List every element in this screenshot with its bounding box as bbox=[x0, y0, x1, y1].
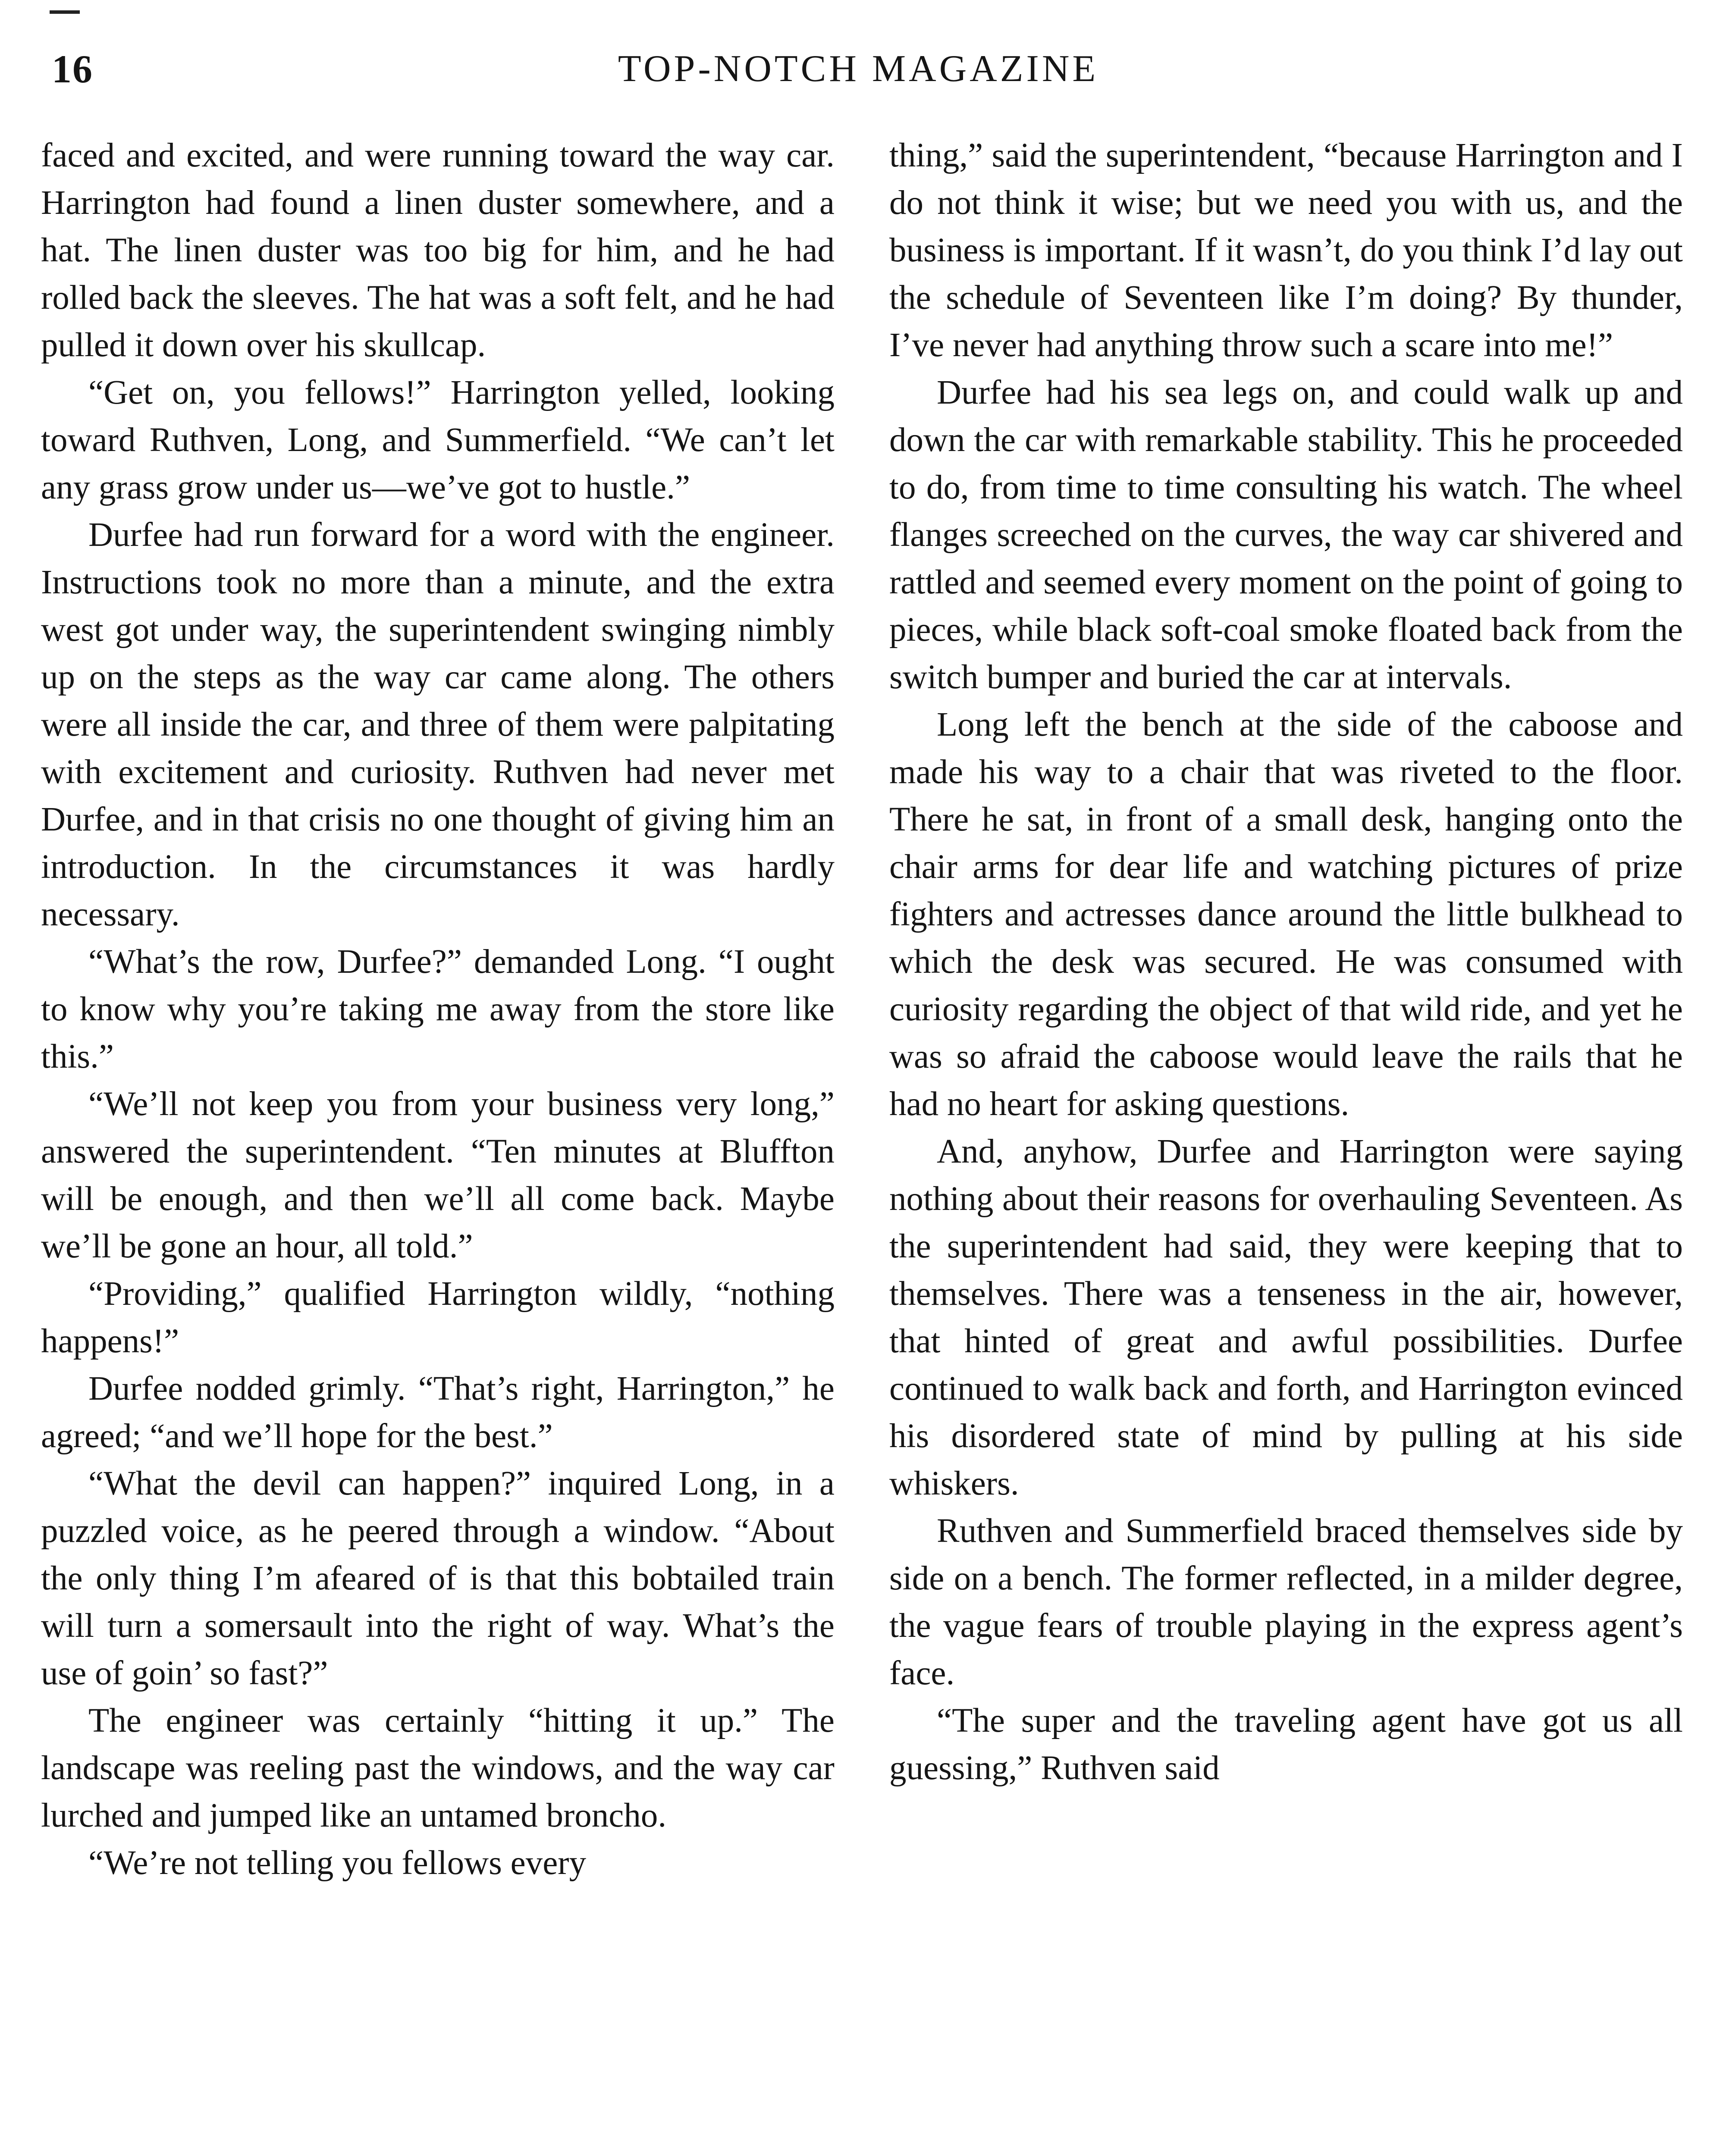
paragraph: faced and excited, and were running toward the way car. Harrington had found a linen duster somewhere, and a hat. The linen duster was too big for him, and he had rolled back the sleeves. The hat was a soft felt, and he had pulled it down over his skullcap. bbox=[41, 137, 835, 364]
paragraph: “The super and the traveling agent have got us all guessing,” Ruthven said bbox=[889, 1702, 1683, 1787]
paragraph: The engineer was certainly “hitting it up.” The landscape was reeling past the windows, and the way car lurched and jumped like an untamed broncho. bbox=[41, 1702, 835, 1834]
left-column bbox=[41, 132, 835, 1887]
right-column bbox=[889, 132, 1683, 1792]
paragraph: Durfee nodded grimly. “That’s right, Harrington,” he agreed; “and we’ll hope for the best.” bbox=[41, 1370, 835, 1455]
paragraph: “Get on, you fellows!” Harrington yelled, looking toward Ruthven, Long, and Summerfield. “We can’t let any grass grow under us—we’ve got to hustle.” bbox=[41, 374, 835, 506]
paragraph: And, anyhow, Durfee and Harrington were saying nothing about their reasons for overhauling Seventeen. As the superintendent had said, they were keeping that to themselves. There was a tenseness in the air, however, that hinted of great and awful possibilities. Durfee continued to walk back and forth, and Harrington evinced his disordered state of mind by pulling at his side whiskers. bbox=[889, 1133, 1683, 1502]
paragraph: thing,” said the superintendent, “because Harrington and I do not think it wise; but we need you with us, and the business is important. If it wasn’t, do you think I’d lay out the schedule of Seventeen like I’m doing? By thunder, I’ve never had anything throw such a scare into me!” bbox=[889, 137, 1683, 364]
paragraph: “What the devil can happen?” inquired Long, in a puzzled voice, as he peered through a window. “About the only thing I’m afeared of is that this bobtailed train will turn a somersault into the right of way. What’s the use of goin’ so fast?” bbox=[41, 1465, 835, 1692]
paragraph: Durfee had his sea legs on, and could walk up and down the car with remarkable stability. This he proceeded to do, from time to time consulting his watch. The wheel flanges screeched on the curves, the way car shivered and rattled and seemed every moment on the point of going to pieces, while black soft-coal smoke floated back from the switch bumper and buried the car at intervals. bbox=[889, 374, 1683, 696]
paragraph: “We’re not telling you fellows every bbox=[88, 1844, 587, 1882]
page-number: 16 bbox=[52, 47, 93, 91]
paragraph: “We’ll not keep you from your business very long,” answered the superintendent. “Ten minutes at Bluffton will be enough, and then we’ll all come back. Maybe we’ll be gone an hour, all told.” bbox=[41, 1085, 835, 1265]
paragraph: Long left the bench at the side of the caboose and made his way to a chair that was riveted to the floor. There he sat, in front of a small desk, hanging onto the chair arms for dear life and watching pictures of prize fighters and actresses dance around the little bulkhead to which the desk was secured. He was consumed with curiosity regarding the object of that wild ride, and yet he was so afraid the caboose would leave the rails that he had no heart for asking questions. bbox=[889, 706, 1683, 1123]
paragraph: Ruthven and Summerfield braced themselves side by side on a bench. The former reflected, in a milder degree, the vague fears of trouble playing in the express agent’s face. bbox=[889, 1512, 1683, 1692]
paragraph: “What’s the row, Durfee?” demanded Long. “I ought to know why you’re taking me away from the store like this.” bbox=[41, 943, 835, 1075]
running-head: TOP-NOTCH MAGAZINE bbox=[618, 48, 1099, 90]
paragraph: “Providing,” qualified Harrington wildly, “nothing happens!” bbox=[41, 1275, 835, 1360]
top-rule bbox=[50, 10, 80, 14]
page-header bbox=[26, 45, 1691, 93]
paragraph: Durfee had run forward for a word with the engineer. Instructions took no more than a minute, and the extra west got under way, the superintendent swinging nimbly up on the steps as the way car came along. The others were all inside the car, and three of them were palpitating with excitement and curiosity. Ruthven had never met Durfee, and in that crisis no one thought of giving him an introduction. In the circumstances it was hardly necessary. bbox=[41, 516, 835, 933]
